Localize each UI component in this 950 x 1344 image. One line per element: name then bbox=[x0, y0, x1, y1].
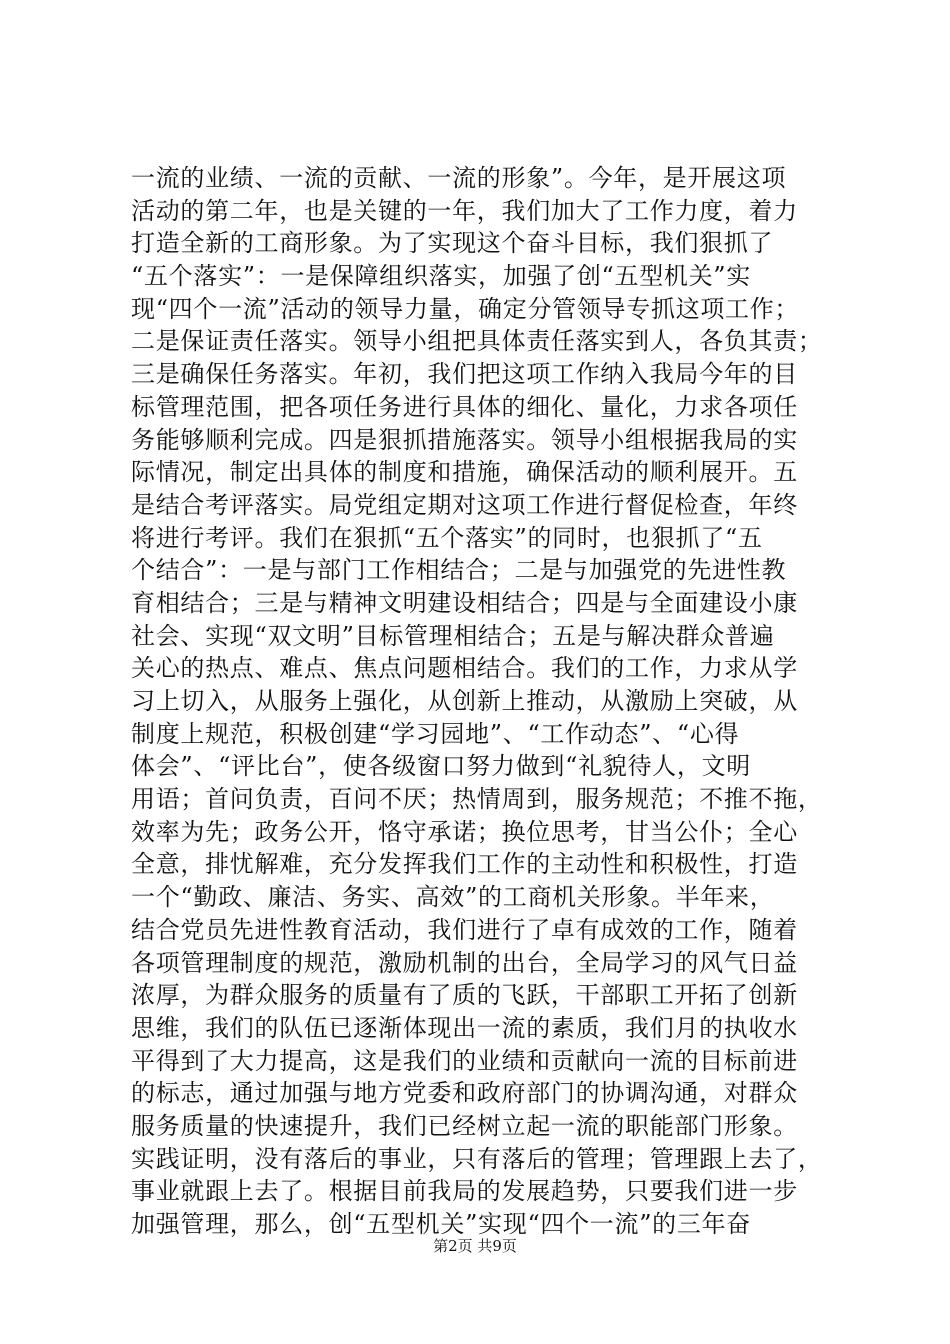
text-line: 平得到了大力提高，这是我们的业绩和贡献向一流的目标前进 bbox=[131, 1046, 798, 1075]
text-line: 用语；首问负责，百问不厌；热情周到，服务规范；不推不拖， bbox=[131, 785, 823, 814]
text-line: 效率为先；政务公开，恪守承诺；换位思考，甘当公仆；全心 bbox=[131, 817, 798, 846]
text-line: 制度上规范，积极创建“学习园地”、“工作动态”、“心得 bbox=[131, 719, 740, 748]
text-line: 三是确保任务落实。年初，我们把这项工作纳入我局今年的目 bbox=[131, 360, 798, 389]
text-line: 体会”、“评比台”，使各级窗口努力做到“礼貌待人，文明 bbox=[131, 752, 751, 781]
text-line: 服务质量的快速提升，我们已经树立起一流的职能部门形象。 bbox=[131, 1111, 798, 1140]
text-line: 际情况，制定出具体的制度和措施，确保活动的顺利展开。五 bbox=[131, 458, 798, 487]
text-line: 结合党员先进性教育活动，我们进行了卓有成效的工作，随着 bbox=[131, 915, 798, 944]
text-line: 务能够顺利完成。四是狠抓措施落实。领导小组根据我局的实 bbox=[131, 425, 798, 454]
text-line: 思维，我们的队伍已逐渐体现出一流的素质，我们月的执收水 bbox=[131, 1013, 798, 1042]
page-footer bbox=[0, 1236, 950, 1256]
text-line: 个结合”：一是与部门工作相结合；二是与加强党的先进性教 bbox=[131, 556, 787, 585]
text-line: 浓厚，为群众服务的质量有了质的飞跃，干部职工开拓了创新 bbox=[131, 981, 798, 1010]
text-line: 社会、实现“双文明”目标管理相结合；五是与解决群众普遍 bbox=[131, 621, 775, 650]
text-line: 一流的业绩、一流的贡献、一流的形象”。今年，是开展这项 bbox=[131, 164, 787, 192]
text-line: 实践证明，没有落后的事业，只有落后的管理；管理跟上去了， bbox=[131, 1144, 823, 1173]
text-line: 是结合考评落实。局党组定期对这项工作进行督促检查，年终 bbox=[131, 490, 798, 519]
text-line: “五个落实”：一是保障组织落实，加强了创“五型机关”实 bbox=[131, 262, 751, 291]
body-text bbox=[131, 162, 841, 1241]
text-line: 全意，排忧解难，充分发挥我们工作的主动性和积极性，打造 bbox=[131, 850, 798, 879]
text-line: 事业就跟上去了。根据目前我局的发展趋势，只要我们进一步 bbox=[131, 1177, 798, 1206]
text-line: 加强管理，那么，创“五型机关”实现“四个一流”的三年奋 bbox=[131, 1210, 751, 1238]
text-line: 关心的热点、难点、焦点问题相结合。我们的工作，力求从学 bbox=[131, 654, 798, 683]
text-line: 现“四个一流”活动的领导力量，确定分管领导专抓这项工作； bbox=[131, 294, 800, 323]
text-line: 的标志，通过加强与地方党委和政府部门的协调沟通，对群众 bbox=[131, 1079, 798, 1108]
text-line: 标管理范围，把各项任务进行具体的细化、量化，力求各项任 bbox=[131, 392, 798, 421]
text-line: 活动的第二年，也是关键的一年，我们加大了工作力度，着力 bbox=[131, 196, 798, 225]
text-line: 各项管理制度的规范，激励机制的出台，全局学习的风气日益 bbox=[131, 948, 798, 977]
text-line: 一个“勤政、廉洁、务实、高效”的工商机关形象。半年来， bbox=[131, 883, 775, 912]
text-line: 习上切入，从服务上强化，从创新上推动，从激励上突破，从 bbox=[131, 687, 798, 715]
page-number-label: 第2页 共9页 bbox=[433, 1237, 517, 1255]
text-line: 打造全新的工商形象。为了实现这个奋斗目标，我们狠抓了 bbox=[131, 229, 774, 258]
text-line: 将进行考评。我们在狠抓“五个落实”的同时，也狠抓了“五 bbox=[131, 523, 763, 552]
text-line: 二是保证责任落实。领导小组把具体责任落实到人，各负其责； bbox=[131, 327, 823, 356]
text-line: 育相结合；三是与精神文明建设相结合；四是与全面建设小康 bbox=[131, 588, 798, 617]
